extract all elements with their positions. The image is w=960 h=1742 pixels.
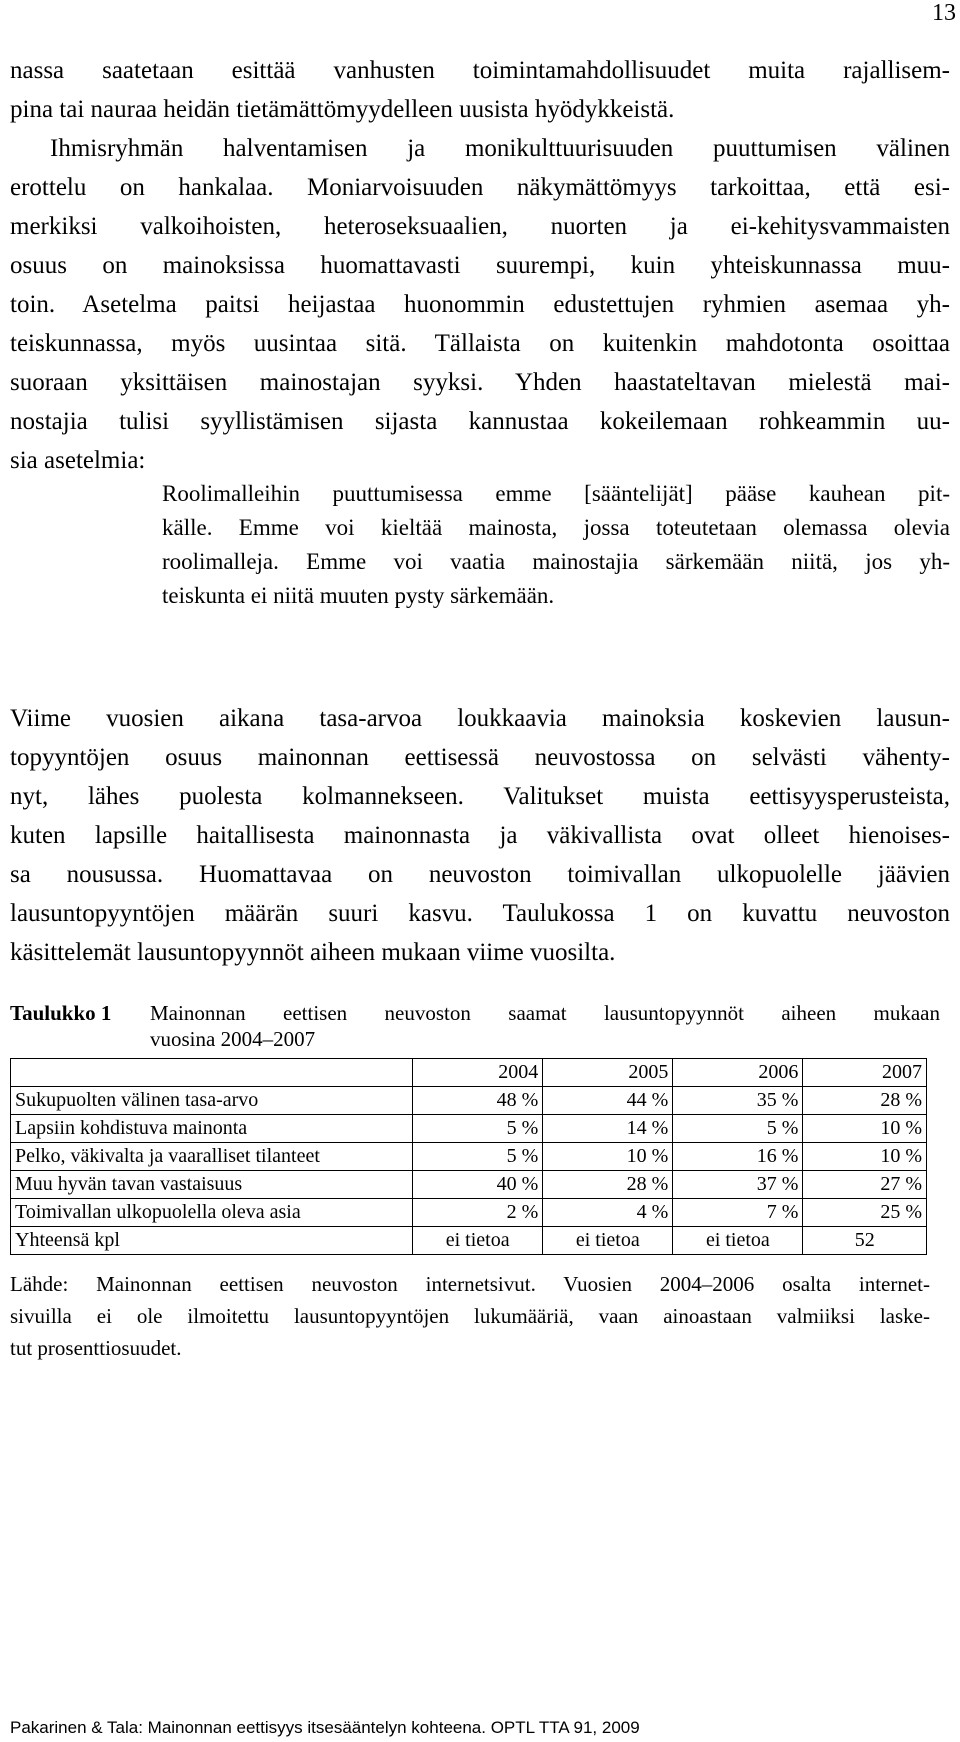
- table-cell: 4 %: [543, 1199, 673, 1227]
- table-cell: 16 %: [673, 1143, 803, 1171]
- table-cell: 35 %: [673, 1087, 803, 1115]
- table-header-year: 2006: [673, 1059, 803, 1087]
- page-footer: Pakarinen & Tala: Mainonnan eettisyys itsesääntelyn kohteena. OPTL TTA 91, 2009: [10, 1718, 640, 1737]
- table-source-note: [10, 1268, 930, 1364]
- table-caption-text: Mainonnan eettisen neuvoston saamat lausuntopyynnöt aiheen mukaan: [150, 1001, 940, 1025]
- row-label: Toimivallan ulkopuolella oleva asia: [11, 1199, 413, 1227]
- table-cell: 25 %: [803, 1199, 927, 1227]
- quote-line: Roolimalleihin puuttumisessa emme [sääntelijät] pääse kauhean pit-: [162, 481, 950, 506]
- table-header-empty: [11, 1059, 413, 1087]
- row-label: Sukupuolten välinen tasa-arvo: [11, 1087, 413, 1115]
- table-cell: 5 %: [413, 1115, 543, 1143]
- table-header-row: [11, 1059, 927, 1087]
- table-cell: ei tietoa: [543, 1227, 673, 1255]
- text-line: topyyntöjen osuus mainonnan eettisessä neuvostossa on selvästi vähenty-: [10, 744, 950, 771]
- table-caption-text: vuosina 2004–2007: [150, 1027, 316, 1051]
- table-cell: 28 %: [543, 1171, 673, 1199]
- table-cell: 14 %: [543, 1115, 673, 1143]
- source-line: Lähde: Mainonnan eettisen neuvoston internetsivut. Vuosien 2004–2006 osalta internet-: [10, 1272, 930, 1296]
- table-cell: 10 %: [543, 1143, 673, 1171]
- text-line: käsittelemät lausuntopyynnöt aiheen mukaan viime vuosilta.: [10, 939, 616, 966]
- text-line: toin. Asetelma paitsi heijastaa huonommin edustettujen ryhmien asemaa yh-: [10, 291, 950, 318]
- text-line: Ihmisryhmän halventamisen ja monikulttuurisuuden puuttumisen välinen: [50, 135, 950, 162]
- table-row: [11, 1087, 927, 1115]
- table-cell: 2 %: [413, 1199, 543, 1227]
- body-paragraph-1: [10, 51, 950, 480]
- row-label: Muu hyvän tavan vastaisuus: [11, 1171, 413, 1199]
- table-cell: 5 %: [413, 1143, 543, 1171]
- page-number: 13: [932, 0, 956, 26]
- table-cell: ei tietoa: [413, 1227, 543, 1255]
- text-line: nassa saatetaan esittää vanhusten toimintamahdollisuudet muita rajallisem-: [10, 57, 950, 84]
- quote-line: teiskunta ei niitä muuten pysty särkemään.: [162, 583, 555, 608]
- table-cell: 5 %: [673, 1115, 803, 1143]
- table-row: [11, 1143, 927, 1171]
- row-label: Lapsiin kohdistuva mainonta: [11, 1115, 413, 1143]
- text-line: teiskunnassa, myös uusintaa sitä. Tällaista on kuitenkin mahdotonta osoittaa: [10, 330, 950, 357]
- text-line: lausuntopyyntöjen määrän suuri kasvu. Taulukossa 1 on kuvattu neuvoston: [10, 900, 950, 927]
- block-quote: [162, 477, 950, 613]
- table-header-year: 2005: [543, 1059, 673, 1087]
- text-line: osuus on mainoksissa huomattavasti suurempi, kuin yhteiskunnassa muu-: [10, 252, 950, 279]
- table-cell: ei tietoa: [673, 1227, 803, 1255]
- text-line: merkiksi valkoihoisten, heteroseksuaalien, nuorten ja ei-kehitysvammaisten: [10, 213, 950, 240]
- table-row: [11, 1115, 927, 1143]
- text-line: pina tai nauraa heidän tietämättömyydelleen uusista hyödykkeistä.: [10, 96, 675, 123]
- table-header-year: 2007: [803, 1059, 927, 1087]
- table-row: [11, 1171, 927, 1199]
- row-label: Yhteensä kpl: [11, 1227, 413, 1255]
- quote-line: källe. Emme voi kieltää mainosta, jossa toteutetaan olemassa olevia: [162, 515, 950, 540]
- text-line: sa nousussa. Huomattavaa on neuvoston toimivallan ulkopuolelle jäävien: [10, 861, 950, 888]
- table-row: [11, 1199, 927, 1227]
- source-line: sivuilla ei ole ilmoitettu lausuntopyyntöjen lukumääriä, vaan ainoastaan valmiiksi laske-: [10, 1304, 930, 1328]
- text-line: kuten lapsille haitallisesta mainonnasta ja väkivallista ovat olleet hienoises-: [10, 822, 950, 849]
- table-cell: 48 %: [413, 1087, 543, 1115]
- text-line: sia asetelmia:: [10, 447, 146, 474]
- table-cell: 52: [803, 1227, 927, 1255]
- row-label: Pelko, väkivalta ja vaaralliset tilanteet: [11, 1143, 413, 1171]
- table-cell: 28 %: [803, 1087, 927, 1115]
- table-cell: 40 %: [413, 1171, 543, 1199]
- table-cell: 37 %: [673, 1171, 803, 1199]
- text-line: nostajia tulisi syyllistämisen sijasta kannustaa kokeilemaan rohkeammin uu-: [10, 408, 950, 435]
- table-caption: [10, 1000, 950, 1052]
- table-caption-label: Taulukko 1: [10, 1001, 112, 1025]
- quote-line: roolimalleja. Emme voi vaatia mainostajia särkemään niitä, jos yh-: [162, 549, 950, 574]
- table-header-year: 2004: [413, 1059, 543, 1087]
- body-paragraph-2: [10, 699, 950, 972]
- table-cell: 7 %: [673, 1199, 803, 1227]
- text-line: suoraan yksittäisen mainostajan syyksi. Yhden haastateltavan mielestä mai-: [10, 369, 950, 396]
- table-cell: 10 %: [803, 1115, 927, 1143]
- text-line: Viime vuosien aikana tasa-arvoa loukkaavia mainoksia koskevien lausun-: [10, 705, 950, 732]
- source-line: tut prosenttiosuudet.: [10, 1336, 182, 1360]
- table-cell: 44 %: [543, 1087, 673, 1115]
- table-cell: 10 %: [803, 1143, 927, 1171]
- text-line: erottelu on hankalaa. Moniarvoisuuden näkymättömyys tarkoittaa, että esi-: [10, 174, 950, 201]
- table-cell: 27 %: [803, 1171, 927, 1199]
- text-line: nyt, lähes puolesta kolmannekseen. Valitukset muista eettisyysperusteista,: [10, 783, 950, 810]
- data-table: [10, 1058, 927, 1255]
- table-total-row: [11, 1227, 927, 1255]
